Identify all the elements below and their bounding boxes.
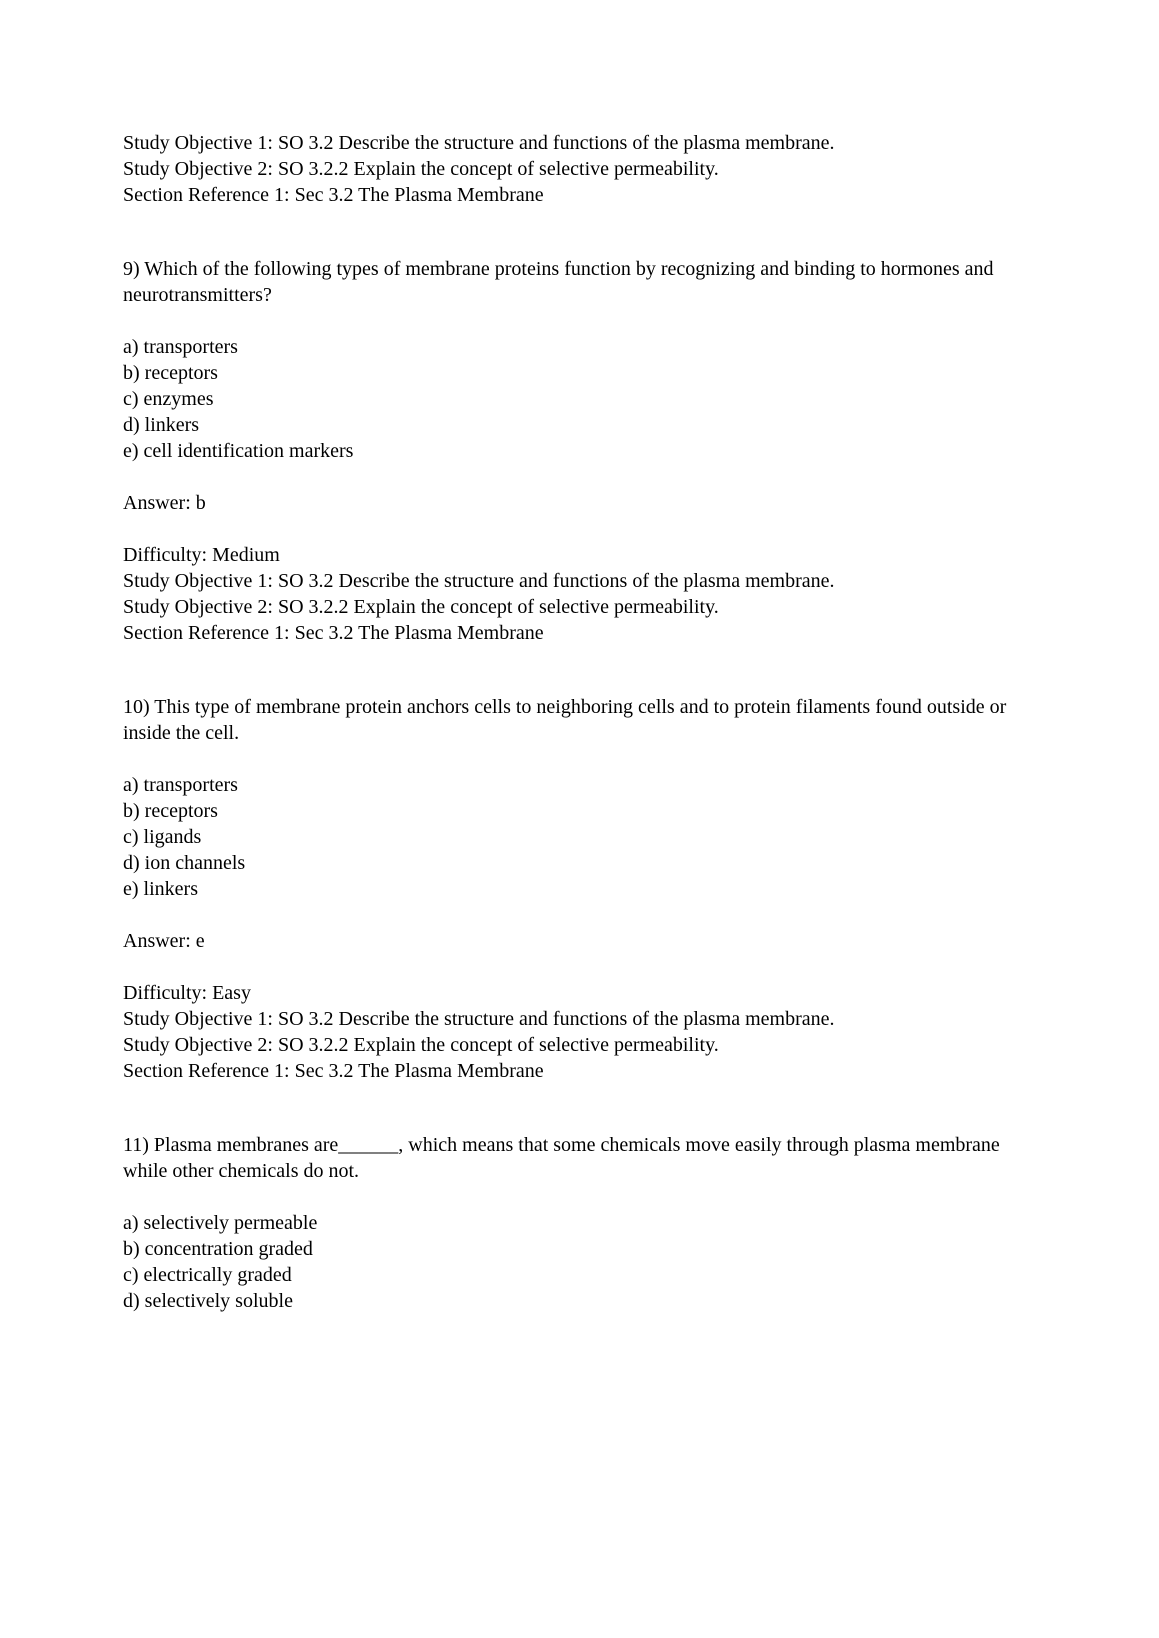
- question-10-section-reference-1: Section Reference 1: Sec 3.2 The Plasma Membrane: [123, 1060, 544, 1082]
- question-11-option-d: d) selectively soluble: [123, 1290, 293, 1312]
- question-10-option-c: c) ligands: [123, 826, 202, 848]
- question-10-study-objective-2: Study Objective 2: SO 3.2.2 Explain the concept of selective permeability.: [123, 1034, 719, 1056]
- question-10-option-d: d) ion channels: [123, 852, 246, 874]
- question-9-stem: 9) Which of the following types of membrane proteins function by recognizing and binding to hormones and neurotransmitters?: [123, 258, 999, 306]
- question-10-option-a: a) transporters: [123, 774, 238, 796]
- question-10-options: [123, 772, 1036, 902]
- question-9-option-a: a) transporters: [123, 336, 238, 358]
- question-9-option-c: c) enzymes: [123, 388, 214, 410]
- question-11-option-b: b) concentration graded: [123, 1238, 313, 1260]
- question-9-option-b: b) receptors: [123, 362, 218, 384]
- intro-metadata-block: [123, 130, 1036, 208]
- question-10-metadata-block: [123, 980, 1036, 1084]
- question-9-answer: Answer: b: [123, 492, 206, 514]
- study-objective-1: Study Objective 1: SO 3.2 Describe the structure and functions of the plasma membrane.: [123, 132, 835, 154]
- question-10-option-b: b) receptors: [123, 800, 218, 822]
- question-11-options: [123, 1210, 1036, 1314]
- question-9-answer-block: [123, 490, 1036, 516]
- section-reference-1: Section Reference 1: Sec 3.2 The Plasma Membrane: [123, 184, 544, 206]
- question-11-text: [123, 1132, 1036, 1184]
- question-9-text: [123, 256, 1036, 308]
- question-10-text: [123, 694, 1036, 746]
- question-10-difficulty: Difficulty: Easy: [123, 982, 251, 1004]
- question-9-metadata-block: [123, 542, 1036, 646]
- question-10-answer-block: [123, 928, 1036, 954]
- question-9-option-d: d) linkers: [123, 414, 200, 436]
- question-11-option-c: c) electrically graded: [123, 1264, 292, 1286]
- question-11-stem: 11) Plasma membranes are______, which means that some chemicals move easily through plasma membrane while other chemicals do not.: [123, 1134, 1005, 1182]
- question-9-study-objective-2: Study Objective 2: SO 3.2.2 Explain the concept of selective permeability.: [123, 596, 719, 618]
- question-9-options: [123, 334, 1036, 464]
- study-objective-2: Study Objective 2: SO 3.2.2 Explain the concept of selective permeability.: [123, 158, 719, 180]
- question-10-study-objective-1: Study Objective 1: SO 3.2 Describe the structure and functions of the plasma membrane.: [123, 1008, 835, 1030]
- question-9-difficulty: Difficulty: Medium: [123, 544, 280, 566]
- question-11-option-a: a) selectively permeable: [123, 1212, 318, 1234]
- question-9-option-e: e) cell identification markers: [123, 440, 354, 462]
- question-10-option-e: e) linkers: [123, 878, 198, 900]
- question-10-stem: 10) This type of membrane protein anchors cells to neighboring cells and to protein filaments found outside or inside the cell.: [123, 696, 1012, 744]
- question-9-study-objective-1: Study Objective 1: SO 3.2 Describe the structure and functions of the plasma membrane.: [123, 570, 835, 592]
- question-10-answer: Answer: e: [123, 930, 205, 952]
- question-9-section-reference-1: Section Reference 1: Sec 3.2 The Plasma Membrane: [123, 622, 544, 644]
